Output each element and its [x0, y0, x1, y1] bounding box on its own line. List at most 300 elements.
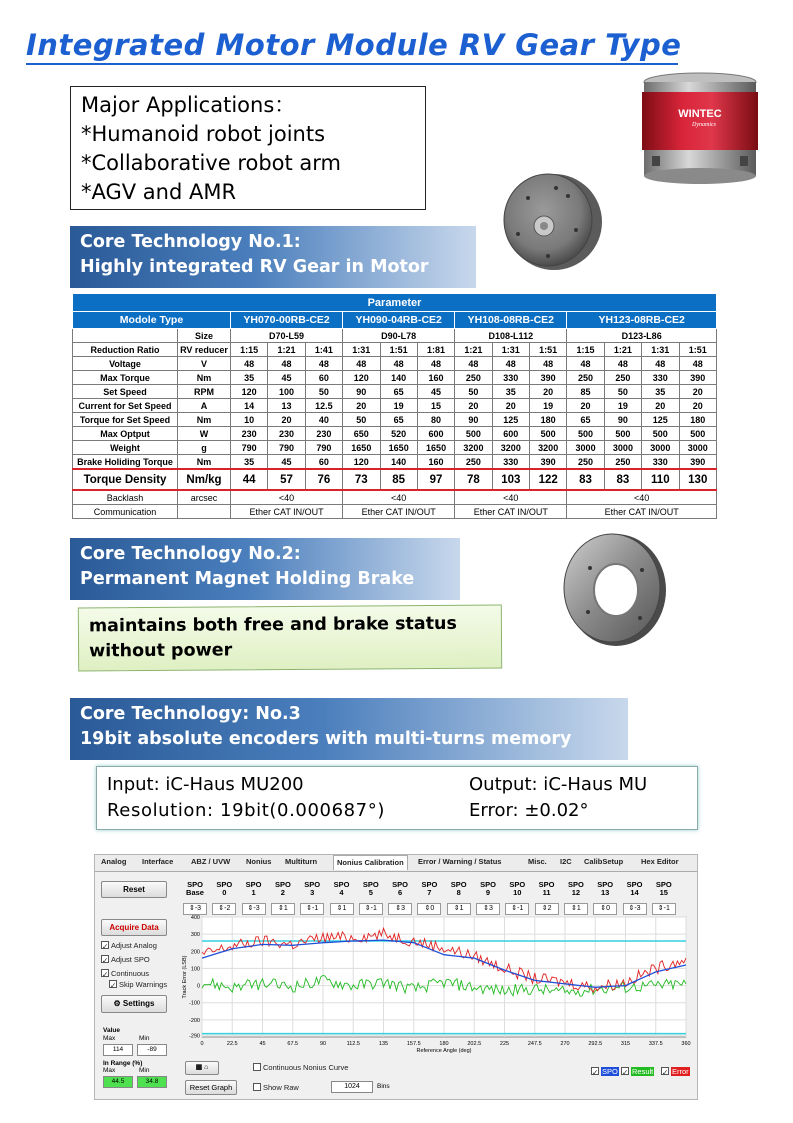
table-cell: 1650: [417, 441, 454, 455]
banner-line-2: 19bit absolute encoders with multi-turns memory: [80, 729, 572, 749]
in-range-max-label: Max: [103, 1067, 116, 1074]
bins-input[interactable]: 1024: [331, 1081, 373, 1093]
spo-header: [562, 881, 590, 897]
encoder-input: Input: iC-Haus MU200: [107, 774, 304, 795]
table-cell: 48: [455, 357, 492, 371]
table-cell: 120: [343, 371, 380, 385]
software-tab-bar: [95, 855, 697, 872]
legend-error[interactable]: ✓ Error: [662, 1067, 689, 1077]
banner-line-2: Permanent Magnet Holding Brake: [80, 569, 415, 589]
table-row-name: Brake Holiding Torque: [73, 455, 178, 470]
spo-header-label: SPO: [362, 880, 379, 889]
continuous-checkbox[interactable]: ✓ Continuous: [102, 969, 149, 979]
spo-header-label: SPO: [333, 880, 350, 889]
spo-value-stepper[interactable]: ⇕3: [388, 903, 412, 915]
table-cell: 390: [679, 371, 717, 385]
table-cell: 100: [268, 385, 305, 399]
value-min-field: -89: [137, 1044, 167, 1056]
table-cell: 120: [343, 455, 380, 470]
table-cell: 3200: [530, 441, 567, 455]
spo-value-stepper[interactable]: ⇕1: [271, 903, 295, 915]
spo-header-index: 1: [251, 888, 256, 897]
table-row-name: Max Torque: [73, 371, 178, 385]
table-row: [73, 399, 717, 413]
value-min-label: Min: [139, 1035, 150, 1042]
table-cell: 3200: [492, 441, 529, 455]
table-row: [73, 413, 717, 427]
communication-value: Ether CAT IN/OUT: [455, 505, 567, 519]
table-cell: 40: [305, 413, 342, 427]
x-tick-label: 292.5: [588, 1041, 603, 1047]
table-cell: 48: [642, 357, 679, 371]
spo-header: [386, 881, 414, 897]
table-cell: 80: [417, 413, 454, 427]
title-underline: [26, 63, 678, 65]
table-cell: 500: [679, 427, 717, 441]
table-row-name: Torque for Set Speed: [73, 413, 178, 427]
skip-warnings-label: Skip Warnings: [119, 980, 168, 989]
encoder-error: Error: ±0.02°: [469, 800, 589, 821]
motor-module-photo: [630, 70, 770, 192]
table-cell: 48: [231, 357, 268, 371]
spo-header: [298, 881, 326, 897]
spo-header: [269, 881, 297, 897]
settings-button[interactable]: [101, 995, 167, 1013]
spo-header: [474, 881, 502, 897]
y-tick-label: -290: [188, 1033, 200, 1040]
skip-warnings-checkbox[interactable]: ✓ Skip Warnings: [110, 980, 168, 990]
table-cell: 48: [567, 357, 604, 371]
spo-header-index: 7: [427, 888, 432, 897]
table-size-value: D90-L78: [343, 329, 455, 343]
track-error-plot: [180, 915, 692, 1065]
table-cell: 48: [492, 357, 529, 371]
table-cell: 20: [455, 399, 492, 413]
y-tick-label: -100: [188, 1000, 200, 1007]
table-model-header: YH123-08RB-CE2: [567, 312, 717, 329]
table-cell: 1:51: [380, 343, 417, 357]
page-title: Integrated Motor Module RV Gear Type: [26, 28, 682, 62]
brake-callout: [78, 605, 502, 672]
table-cell: 330: [492, 371, 529, 385]
torque-density-cell: 83: [567, 469, 604, 490]
table-cell: 48: [343, 357, 380, 371]
value-max-label: Max: [103, 1035, 116, 1042]
spo-value-stepper[interactable]: ⇕1: [564, 903, 588, 915]
legend-spo[interactable]: ✓ SPO: [592, 1067, 618, 1077]
tab-i2c[interactable]: I2C: [560, 857, 572, 866]
table-row-unit: W: [178, 427, 231, 441]
table-row: [73, 385, 717, 399]
table-size-value: D108-L112: [455, 329, 567, 343]
table-cell: 1650: [380, 441, 417, 455]
table-size-value: D70-L59: [231, 329, 343, 343]
x-tick-label: 270: [560, 1041, 570, 1047]
spo-header: [328, 881, 356, 897]
backlash-value: <40: [343, 490, 455, 505]
table-cell: 500: [642, 427, 679, 441]
torque-density-cell: 122: [530, 469, 567, 490]
spo-value-stepper[interactable]: ⇕0: [417, 903, 441, 915]
y-tick-label: -200: [188, 1017, 200, 1024]
table-cell: 500: [530, 427, 567, 441]
table-cell: 1:21: [455, 343, 492, 357]
tab-nonius-calibration[interactable]: Nonius Calibration: [333, 855, 408, 870]
x-tick-label: 135: [378, 1041, 389, 1047]
table-cell: 1:15: [567, 343, 604, 357]
spo-header-label: SPO: [480, 880, 496, 889]
table-cell: 3000: [642, 441, 679, 455]
spo-value-stepper[interactable]: ⇕3: [476, 903, 500, 915]
banner-line-1: Core Technology: No.3: [80, 704, 301, 724]
table-cell: 650: [343, 427, 380, 441]
gear-icon: ⚙: [113, 999, 123, 1008]
table-cell: 250: [455, 455, 492, 470]
y-tick-label: 100: [190, 966, 200, 973]
banner-line-2: Highly integrated RV Gear in Motor: [80, 257, 429, 277]
x-tick-label: 202.5: [467, 1041, 482, 1047]
table-row: [73, 455, 717, 470]
table-cell: 19: [530, 399, 567, 413]
spo-header-label: SPO: [421, 880, 438, 889]
in-range-min-field: 34.8: [137, 1076, 167, 1088]
brake-note-line-1: maintains both free and brake status: [88, 613, 457, 637]
table-model-header: YH108-08RB-CE2: [455, 312, 567, 329]
applications-box: [70, 86, 426, 210]
x-tick-label: 45: [259, 1041, 266, 1047]
table-row-unit: g: [178, 441, 231, 455]
table-row-name: Weight: [73, 441, 178, 455]
spo-header-index: 14: [630, 888, 639, 897]
table-cell: 35: [492, 385, 529, 399]
table-cell: 250: [604, 371, 641, 385]
spo-header-label: SPO: [216, 880, 233, 889]
application-item: *AGV and AMR: [81, 180, 237, 204]
table-cell: 12.5: [305, 399, 342, 413]
backlash-unit: arcsec: [178, 490, 231, 505]
table-cell: 3000: [604, 441, 641, 455]
x-tick-label: 157.5: [406, 1041, 421, 1047]
table-row-name: Reduction Ratio: [73, 343, 178, 357]
spo-header: [415, 881, 443, 897]
spo-value-stepper[interactable]: ⇕1: [447, 903, 471, 915]
table-cell: 160: [417, 371, 454, 385]
table-row-name: Max Optput: [73, 427, 178, 441]
table-cell: 35: [231, 371, 268, 385]
table-row: [73, 427, 717, 441]
core-technology-2-banner: [70, 538, 460, 600]
table-row-unit: A: [178, 399, 231, 413]
table-row-name: Current for Set Speed: [73, 399, 178, 413]
spo-header-label: SPO: [450, 880, 467, 889]
table-cell: 65: [380, 413, 417, 427]
torque-density-cell: 130: [679, 469, 717, 490]
table-cell: 250: [567, 371, 604, 385]
x-tick-label: 180: [439, 1041, 449, 1047]
table-cell: 1:51: [530, 343, 567, 357]
table-cell: 20: [642, 399, 679, 413]
table-module-label: Modole Type: [73, 312, 231, 329]
brand-logo-text: WINTEC: [678, 108, 722, 120]
table-row-unit: RPM: [178, 385, 231, 399]
table-cell: 250: [455, 371, 492, 385]
table-model-header: YH090-04RB-CE2: [343, 312, 455, 329]
spo-header-index: 6: [398, 888, 403, 897]
rv-gear-photo: [498, 168, 604, 274]
torque-density-cell: 103: [492, 469, 529, 490]
x-tick-label: 360: [681, 1041, 691, 1047]
tab-interface[interactable]: Interface: [142, 857, 174, 866]
spo-header: [503, 881, 531, 897]
table-size-value: D123-L86: [567, 329, 717, 343]
table-cell: 45: [417, 385, 454, 399]
in-range-label: In Range (%): [103, 1060, 143, 1067]
tab-hex-editor[interactable]: Hex Editor: [641, 857, 679, 866]
table-row-unit: RV reducer: [178, 343, 231, 357]
y-tick-label: 300: [190, 932, 200, 939]
calibration-software-screenshot: [94, 854, 698, 1100]
table-cell: 1:31: [642, 343, 679, 357]
torque-density-cell: 78: [455, 469, 492, 490]
spo-value-stepper[interactable]: ⇕-1: [359, 903, 383, 915]
communication-value: Ether CAT IN/OUT: [343, 505, 455, 519]
tab-misc[interactable]: Misc.: [528, 857, 547, 866]
table-cell: 180: [679, 413, 717, 427]
x-tick-label: 90: [319, 1041, 327, 1047]
tab-calibsetup[interactable]: CalibSetup: [584, 857, 624, 866]
spo-value-stepper[interactable]: ⇕0: [593, 903, 617, 915]
spo-value-stepper[interactable]: ⇕-1: [300, 903, 324, 915]
table-row-unit: V: [178, 357, 231, 371]
application-item: *Humanoid robot joints: [81, 122, 326, 146]
table-cell: 500: [604, 427, 641, 441]
table-cell: 330: [492, 455, 529, 470]
table-cell: 790: [231, 441, 268, 455]
spo-value-stepper[interactable]: ⇕-3: [183, 903, 207, 915]
graph-tool-icon: ▦ ⌂: [195, 1064, 209, 1071]
table-cell: 45: [268, 455, 305, 470]
torque-density-label: Torque Density: [73, 469, 178, 490]
table-cell: 1:21: [604, 343, 641, 357]
tab-abz-uvw[interactable]: ABZ / UVW: [191, 857, 231, 866]
value-max-field: 114: [103, 1044, 133, 1056]
table-cell: 790: [268, 441, 305, 455]
table-cell: 13: [268, 399, 305, 413]
table-row: [73, 357, 717, 371]
table-cell: 20: [679, 399, 717, 413]
spo-value-stepper[interactable]: ⇕2: [535, 903, 559, 915]
banner-line-1: Core Technology No.1:: [80, 232, 301, 252]
communication-label: Communication: [73, 505, 178, 519]
spo-header-label: SPO: [626, 880, 643, 889]
table-cell: 390: [679, 455, 717, 470]
spo-header-index: 8: [456, 888, 461, 897]
table-cell: 65: [567, 413, 604, 427]
table-cell: 330: [642, 455, 679, 470]
table-cell: 14: [231, 399, 268, 413]
torque-density-cell: 85: [380, 469, 417, 490]
spo-header: [240, 881, 268, 897]
table-cell: 390: [530, 371, 567, 385]
adjust-analog-label: Adjust Analog: [111, 941, 157, 950]
table-cell: [73, 329, 178, 343]
tab-error-warning-status[interactable]: Error / Warning / Status: [418, 857, 502, 866]
spo-header-label: SPO: [538, 880, 555, 889]
spo-header-label: SPO: [597, 880, 614, 889]
communication-value: Ether CAT IN/OUT: [567, 505, 717, 519]
table-cell: 20: [567, 399, 604, 413]
table-cell: 50: [343, 413, 380, 427]
spo-value-stepper[interactable]: ⇕-1: [652, 903, 676, 915]
table-cell: 35: [231, 455, 268, 470]
table-row-name: Set Speed: [73, 385, 178, 399]
table-row-name: Voltage: [73, 357, 178, 371]
show-raw-label: Show Raw: [263, 1083, 299, 1092]
spo-value-stepper[interactable]: ⇕-2: [212, 903, 236, 915]
table-cell: 60: [305, 371, 342, 385]
table-row: [73, 343, 717, 357]
encoder-spec-box: [96, 766, 698, 830]
core-technology-1-banner: [70, 226, 476, 288]
table-size-label: Size: [178, 329, 231, 343]
table-cell: 250: [604, 455, 641, 470]
spo-header-index: 15: [659, 888, 668, 897]
table-cell: 790: [305, 441, 342, 455]
encoder-resolution: Resolution: 19bit(0.000687°): [107, 800, 385, 821]
table-cell: 125: [492, 413, 529, 427]
table-cell: 50: [455, 385, 492, 399]
torque-density-cell: 97: [417, 469, 454, 490]
tab-nonius[interactable]: Nonius: [246, 857, 272, 866]
banner-line-1: Core Technology No.2:: [80, 544, 301, 564]
parameter-table: [72, 293, 717, 519]
spo-header-label: SPO: [655, 880, 672, 889]
spo-header-index: Base: [186, 888, 204, 897]
table-row: [73, 371, 717, 385]
spo-header: [650, 881, 678, 897]
adjust-spo-checkbox[interactable]: ✓ Adjust SPO: [102, 955, 150, 965]
table-cell: 230: [268, 427, 305, 441]
in-range-max-field: 44.5: [103, 1076, 133, 1088]
spo-header-index: 9: [485, 888, 491, 897]
spo-header-label: SPO: [274, 880, 291, 889]
spo-header-index: 13: [601, 888, 610, 897]
table-cell: 140: [380, 455, 417, 470]
value-label: Value: [103, 1027, 120, 1034]
acquire-data-button[interactable]: Acquire Data: [101, 919, 167, 936]
table-cell: 90: [343, 385, 380, 399]
spo-value-stepper[interactable]: ⇕-3: [623, 903, 647, 915]
table-row-unit: Nm: [178, 371, 231, 385]
table-cell: 20: [679, 385, 717, 399]
in-range-min-label: Min: [139, 1067, 150, 1074]
adjust-analog-checkbox[interactable]: ✓ Adjust Analog: [102, 941, 157, 951]
x-tick-label: 22.5: [226, 1041, 238, 1047]
x-tick-label: 247.5: [527, 1041, 542, 1047]
legend-result[interactable]: ✓ Result: [622, 1067, 654, 1077]
bins-label: Bins: [377, 1083, 390, 1090]
table-cell: 85: [567, 385, 604, 399]
table-row: [73, 441, 717, 455]
reset-button[interactable]: Reset: [101, 881, 167, 898]
table-cell: 10: [231, 413, 268, 427]
torque-density-cell: 110: [642, 469, 679, 490]
spo-header-index: 4: [339, 888, 344, 897]
spo-header-index: 3: [310, 888, 315, 897]
continuous-label: Continuous: [111, 969, 149, 978]
communication-value: Ether CAT IN/OUT: [231, 505, 343, 519]
table-cell: 330: [642, 371, 679, 385]
spo-header-index: 10: [513, 888, 522, 897]
spo-header-index: 12: [571, 888, 581, 897]
spo-header: [445, 881, 473, 897]
table-row-unit: Nm: [178, 455, 231, 470]
show-raw-checkbox[interactable]: [253, 1083, 299, 1092]
spo-header: [181, 881, 209, 897]
legend-result-label: Result: [632, 1067, 654, 1076]
table-cell: 1:41: [305, 343, 342, 357]
table-cell: 520: [380, 427, 417, 441]
table-cell: 1650: [343, 441, 380, 455]
table-cell: 20: [343, 399, 380, 413]
table-cell: 500: [455, 427, 492, 441]
table-model-header: YH070-00RB-CE2: [231, 312, 343, 329]
table-parameter-header: Parameter: [73, 294, 717, 312]
table-cell: 1:21: [268, 343, 305, 357]
table-cell: 19: [380, 399, 417, 413]
table-cell: 120: [231, 385, 268, 399]
spo-value-stepper[interactable]: ⇕1: [330, 903, 354, 915]
table-cell: 20: [530, 385, 567, 399]
backlash-label: Backlash: [73, 490, 178, 505]
spo-header: [210, 881, 238, 897]
table-cell: 20: [268, 413, 305, 427]
tab-multiturn[interactable]: Multiturn: [285, 857, 318, 866]
spo-header-index: 11: [542, 888, 551, 897]
spo-header-label: SPO: [304, 880, 321, 889]
table-cell: 45: [268, 371, 305, 385]
table-cell: 1:81: [417, 343, 454, 357]
table-cell: 50: [604, 385, 641, 399]
spo-value-stepper[interactable]: ⇕-1: [505, 903, 529, 915]
table-cell: 3200: [455, 441, 492, 455]
table-cell: 3000: [679, 441, 717, 455]
backlash-value: <40: [231, 490, 343, 505]
spo-header: [533, 881, 561, 897]
spo-value-stepper[interactable]: ⇕-3: [242, 903, 266, 915]
spo-header-label: SPO: [245, 880, 262, 889]
x-tick-label: 315: [620, 1041, 631, 1047]
continuous-nonius-label: Continuous Nonius Curve: [263, 1063, 349, 1072]
table-cell: 600: [492, 427, 529, 441]
torque-density-cell: 76: [305, 469, 342, 490]
table-cell: 15: [417, 399, 454, 413]
table-cell: 20: [492, 399, 529, 413]
reset-graph-button[interactable]: Reset Graph: [185, 1080, 237, 1095]
brake-note-line-2: without power: [89, 640, 233, 662]
table-cell: 600: [417, 427, 454, 441]
table-cell: 1:31: [492, 343, 529, 357]
settings-label: Settings: [122, 999, 155, 1008]
application-item: *Collaborative robot arm: [81, 151, 342, 175]
spo-header-index: 5: [368, 888, 373, 897]
table-cell: 48: [268, 357, 305, 371]
torque-density-unit: Nm/kg: [178, 469, 231, 490]
table-cell: 140: [380, 371, 417, 385]
spo-header-label: SPO: [509, 880, 526, 889]
y-axis-label: Track Error (LSB): [182, 955, 188, 999]
tab-analog[interactable]: Analog: [101, 857, 127, 866]
